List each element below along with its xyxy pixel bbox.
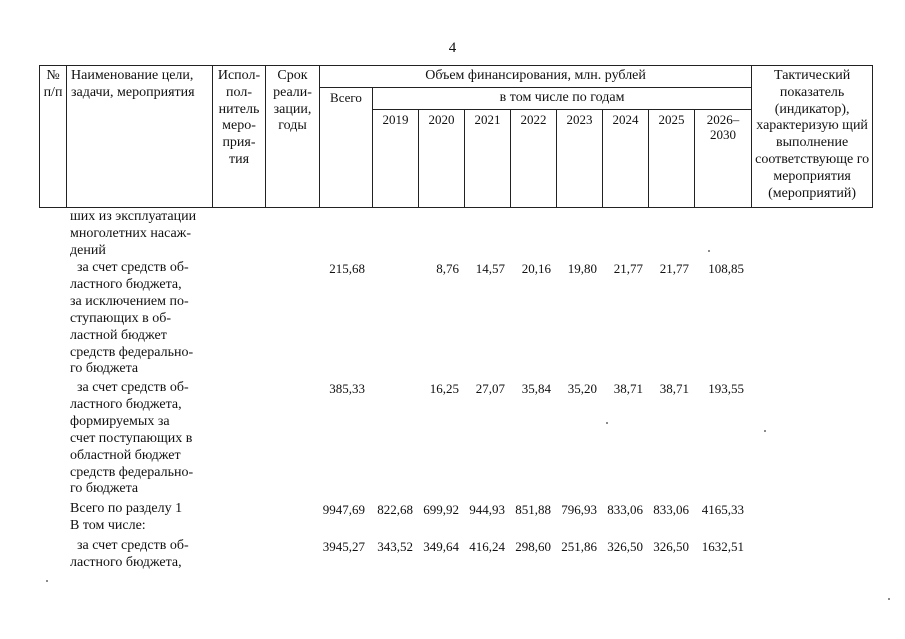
row-label-line: средств федерально- bbox=[70, 344, 194, 360]
row-label-line: ластного бюджета, bbox=[70, 554, 182, 570]
row-label bbox=[70, 518, 212, 535]
row-label-line: за исключением по- bbox=[70, 293, 189, 309]
scan-speck bbox=[606, 422, 608, 424]
value-total: 385,33 bbox=[329, 381, 365, 396]
value-total: 9947,69 bbox=[322, 502, 365, 517]
value-year: 27,07 bbox=[475, 381, 505, 396]
row-label-line: ших из эксплуатации bbox=[70, 209, 197, 224]
row-label-line: счет поступающих в bbox=[70, 430, 193, 446]
header-total: Всего bbox=[320, 87, 373, 207]
value-year: 21,77 bbox=[659, 261, 689, 276]
row-label-line: го бюджета bbox=[70, 361, 139, 377]
value-year: 416,24 bbox=[469, 539, 505, 554]
row-label-line: ластного бюджета, bbox=[70, 276, 182, 292]
row-label bbox=[70, 501, 212, 518]
value-year: 35,20 bbox=[567, 381, 597, 396]
row-label bbox=[70, 260, 212, 378]
value-year: 944,93 bbox=[469, 502, 505, 517]
value-year: 833,06 bbox=[653, 502, 689, 517]
row-label bbox=[70, 380, 212, 498]
header-year: 2026–2030 bbox=[695, 109, 752, 207]
value-year: 326,50 bbox=[653, 539, 689, 554]
row-label-line: за счет средств об- bbox=[70, 380, 189, 395]
value-year: 4165,33 bbox=[701, 502, 744, 517]
value-year: 38,71 bbox=[659, 381, 689, 396]
row-label-line: за счет средств об- bbox=[70, 538, 189, 553]
value-year: 822,68 bbox=[377, 502, 413, 517]
header-by-year: в том числе по годам bbox=[373, 87, 752, 109]
value-year: 796,93 bbox=[561, 502, 597, 517]
row-label-line: В том числе: bbox=[70, 518, 146, 533]
value-year: 343,52 bbox=[377, 539, 413, 554]
value-year: 35,84 bbox=[521, 381, 551, 396]
row-label-line: ластного бюджета, bbox=[70, 396, 182, 412]
row-label-line: Всего по разделу 1 bbox=[70, 501, 183, 516]
scan-speck bbox=[46, 580, 48, 582]
row-label-line: ступающих в об- bbox=[70, 310, 171, 326]
value-total: 3945,27 bbox=[322, 539, 365, 554]
header-year: 2020 bbox=[419, 109, 465, 207]
row-label-line: многолетних насаж- bbox=[70, 225, 192, 241]
header-term: Срок реали зации, годы bbox=[266, 66, 320, 208]
value-year: 20,16 bbox=[521, 261, 551, 276]
scan-speck bbox=[764, 430, 766, 432]
row-label-line: за счет средств об- bbox=[70, 260, 189, 275]
header-year: 2019 bbox=[373, 109, 419, 207]
value-year: 699,92 bbox=[423, 502, 459, 517]
value-year: 193,55 bbox=[708, 381, 744, 396]
header-num: № п/п bbox=[40, 66, 67, 208]
page-number: 4 bbox=[448, 40, 457, 56]
header-year: 2021 bbox=[465, 109, 511, 207]
value-year: 251,86 bbox=[561, 539, 597, 554]
value-year: 349,64 bbox=[423, 539, 459, 554]
row-label-line: формируемых за bbox=[70, 413, 170, 429]
scan-speck bbox=[708, 250, 710, 252]
header-name: Наименование цели, задачи, мероприятия bbox=[67, 66, 213, 208]
row-label-line: ластной бюджет bbox=[70, 327, 167, 343]
row-label bbox=[70, 209, 212, 260]
value-year: 8,76 bbox=[436, 261, 459, 276]
row-label bbox=[70, 538, 212, 572]
value-year: 19,80 bbox=[567, 261, 597, 276]
header-financing: Объем финансирования, млн. рублей bbox=[320, 66, 752, 88]
value-year: 21,77 bbox=[613, 261, 643, 276]
header-year: 2023 bbox=[557, 109, 603, 207]
row-label-line: средств федерально- bbox=[70, 464, 194, 480]
value-year: 14,57 bbox=[475, 261, 505, 276]
value-year: 833,06 bbox=[607, 502, 643, 517]
table-header bbox=[39, 65, 873, 208]
row-label-line: го бюджета bbox=[70, 481, 139, 497]
value-year: 108,85 bbox=[708, 261, 744, 276]
value-year: 1632,51 bbox=[701, 539, 744, 554]
header-year: 2025 bbox=[649, 109, 695, 207]
value-total: 215,68 bbox=[329, 261, 365, 276]
row-label-line: областной бюджет bbox=[70, 447, 181, 463]
value-year: 851,88 bbox=[515, 502, 551, 517]
scan-speck bbox=[888, 598, 890, 600]
header-indicator: Тактический показатель (индикатор), характеризую щий выполнение соответствующе го мероприятия (мероприятий) bbox=[752, 66, 873, 208]
value-year: 38,71 bbox=[613, 381, 643, 396]
header-year: 2024 bbox=[603, 109, 649, 207]
header-year: 2022 bbox=[511, 109, 557, 207]
value-year: 298,60 bbox=[515, 539, 551, 554]
value-year: 16,25 bbox=[429, 381, 459, 396]
row-label-line: дений bbox=[70, 242, 106, 258]
header-executor: Испол пол нитель меро прия тия bbox=[213, 66, 266, 208]
value-year: 326,50 bbox=[607, 539, 643, 554]
